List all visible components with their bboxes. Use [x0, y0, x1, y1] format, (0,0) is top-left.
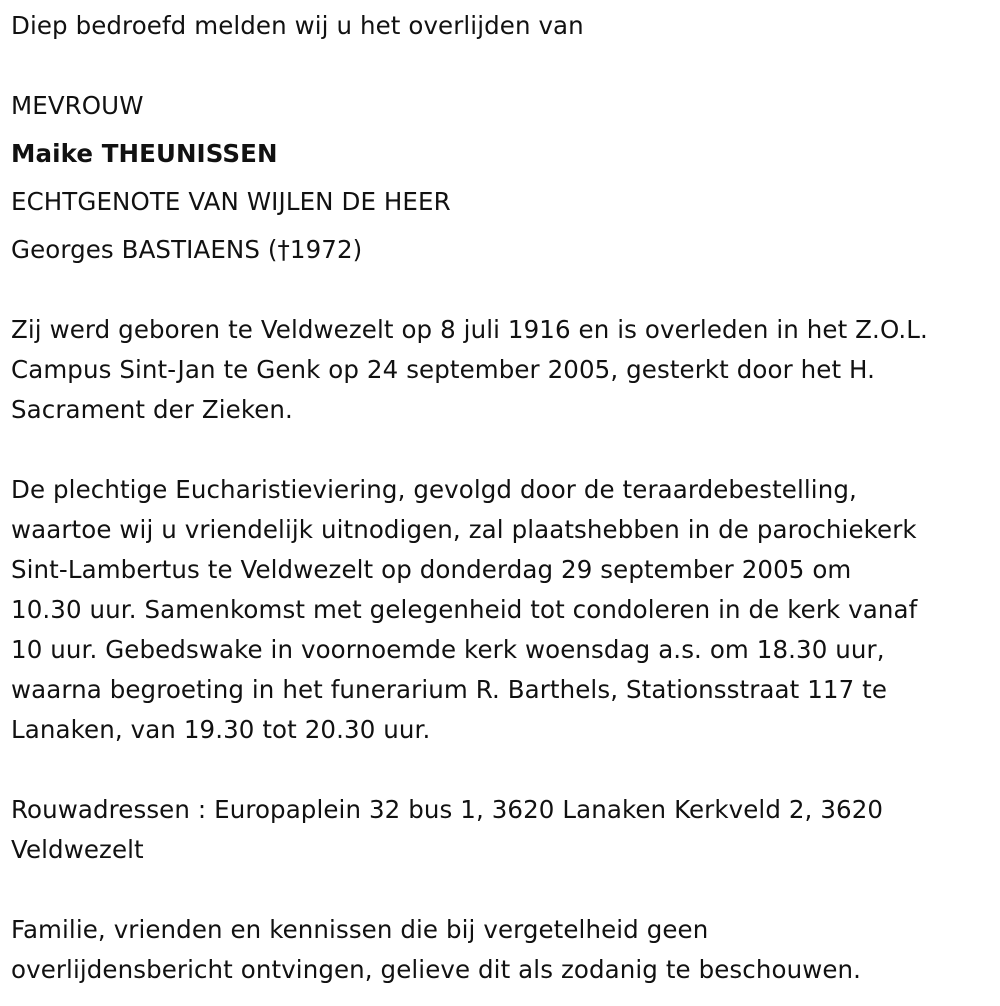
paragraph-line: 10 uur. Gebedswake in voornoemde kerk woensdag a.s. om 18.30 uur, — [11, 635, 885, 664]
paragraph-line: Zij werd geboren te Veldwezelt op 8 juli 1916 en is overleden in het Z.O.L. — [11, 315, 928, 344]
paragraph-line: waartoe wij u vriendelijk uitnodigen, zal plaatshebben in de parochiekerk — [11, 515, 917, 544]
paragraph-line: Lanaken, van 19.30 tot 20.30 uur. — [11, 715, 431, 744]
paragraph-line: overlijdensbericht ontvingen, gelieve dit als zodanig te beschouwen. — [11, 955, 862, 984]
intro-line: Diep bedroefd melden wij u het overlijden van — [11, 11, 584, 40]
relation-line: ECHTGENOTE VAN WIJLEN DE HEER — [11, 187, 451, 216]
paragraph-line: Familie, vrienden en kennissen die bij vergetelheid geen — [11, 915, 709, 944]
paragraph-line: 10.30 uur. Samenkomst met gelegenheid tot condoleren in de kerk vanaf — [11, 595, 918, 624]
title-prefix: MEVROUW — [11, 91, 144, 120]
paragraph-line: Sint-Lambertus te Veldwezelt op donderdag 29 september 2005 om — [11, 555, 852, 584]
paragraph-line: Veldwezelt — [11, 835, 144, 864]
paragraph-line: De plechtige Eucharistieviering, gevolgd door de teraardebestelling, — [11, 475, 857, 504]
paragraph-line: Rouwadressen : Europaplein 32 bus 1, 3620 Lanaken Kerkveld 2, 3620 — [11, 795, 884, 824]
paragraph-line: Sacrament der Zieken. — [11, 395, 293, 424]
deceased-name: Maike THEUNISSEN — [11, 139, 278, 168]
paragraph-line: waarna begroeting in het funerarium R. Barthels, Stationsstraat 117 te — [11, 675, 888, 704]
paragraph-line: Campus Sint-Jan te Genk op 24 september 2005, gesterkt door het H. — [11, 355, 876, 384]
spouse-line: Georges BASTIAENS (†1972) — [11, 235, 363, 264]
